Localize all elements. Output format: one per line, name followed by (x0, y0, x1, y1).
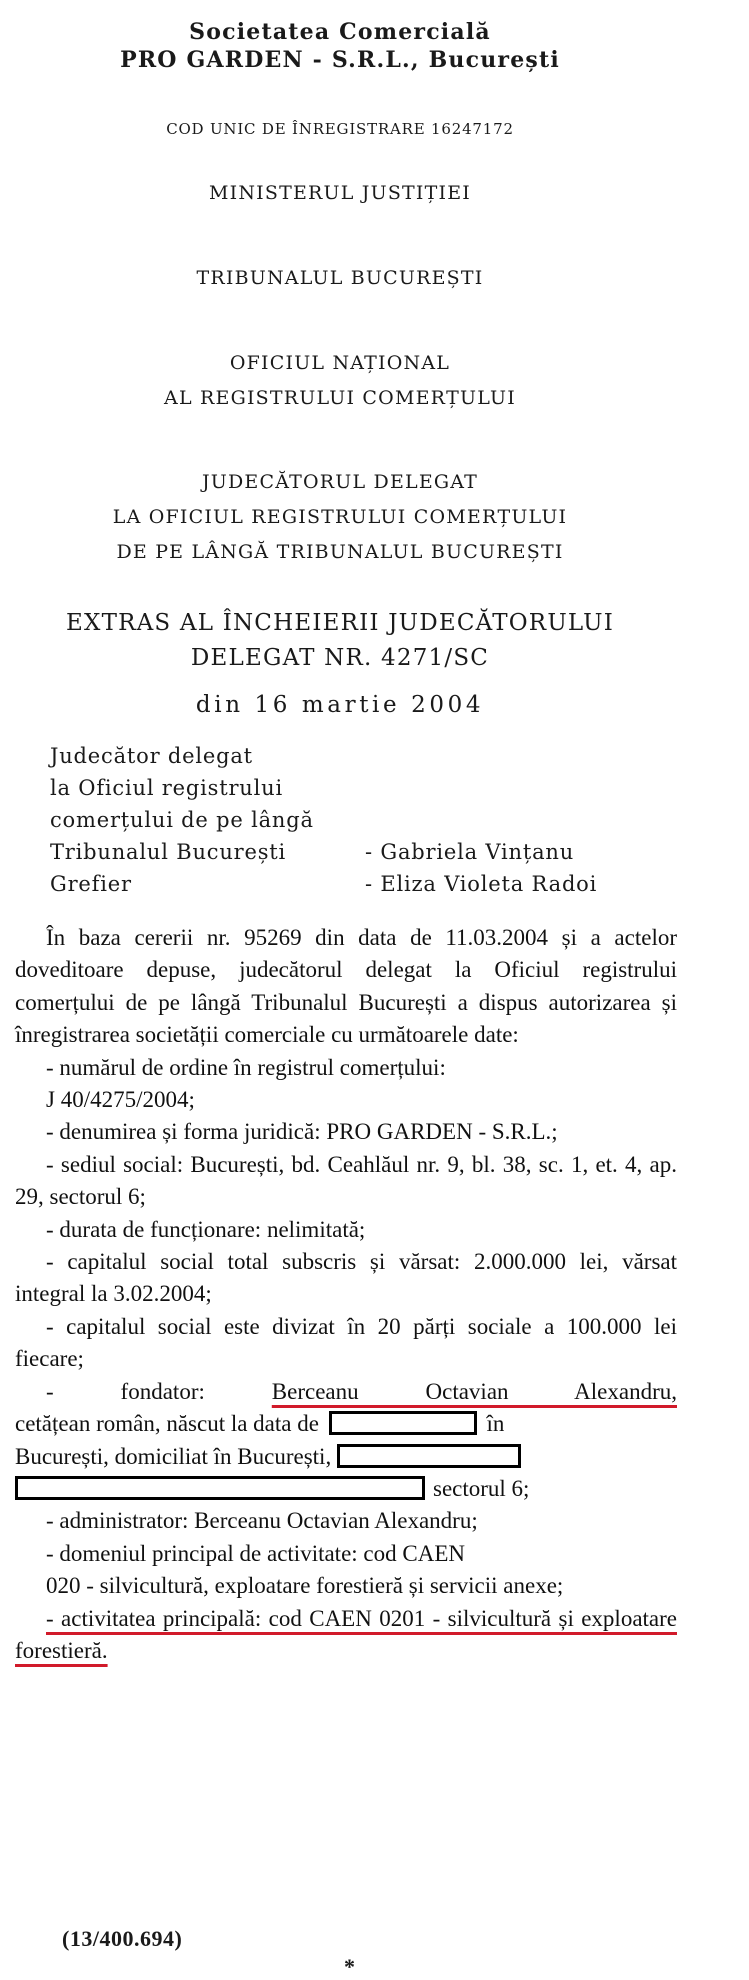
capital-total: - capitalul social total subscris și vărsat: 2.000.000 lei, vărsat integral la 3.02.2004; (15, 1249, 677, 1307)
ministry-line: MINISTERUL JUSTIȚIEI (208, 182, 471, 204)
founder-line (15, 1376, 677, 1408)
extract-body (15, 922, 677, 1667)
judge-heading-3: DE PE LÂNGĂ TRIBUNALUL BUCUREȘTI (116, 541, 564, 563)
duration: - durata de funcționare: nelimitată; (46, 1216, 366, 1242)
founder-nationality: cetățean român, născut la data de (15, 1411, 319, 1437)
clerk-name: - Eliza Violeta Radoi (365, 872, 598, 896)
officials-line-3: comerțului de pe lângă (50, 808, 314, 832)
extract-title-2: DELEGAT NR. 4271/SC (190, 645, 490, 671)
founder-sector: sectorul 6; (433, 1475, 530, 1501)
document-date: din 16 martie 2004 (195, 692, 485, 718)
registered-seat: - sediul social: București, bd. Ceahlăul nr. 9, bl. 38, sc. 1, et. 4, ap. 29, sectorul 6; (15, 1151, 677, 1210)
office-line-2: AL REGISTRULUI COMERȚULUI (164, 387, 516, 409)
company-line-1: Societatea Comercială (189, 19, 491, 45)
officials-line-2: la Oficiul registrului (50, 776, 283, 800)
judge-heading-2: LA OFICIUL REGISTRULUI COMERȚULUI (112, 506, 568, 528)
cui-line: COD UNIC DE ÎNREGISTRARE 16247172 (166, 120, 514, 138)
registry-number-label: - numărul de ordine în registrul comerțului: (46, 1054, 446, 1080)
main-activity-text: - activitatea principală: cod CAEN 0201 - silvicultură și exploatare forestieră. (15, 1605, 677, 1663)
founder-in: în (486, 1411, 505, 1437)
redacted-address-2 (15, 1476, 425, 1500)
main-domain-line-2: 020 - silvicultură, exploatare forestieră și servicii anexe; (46, 1573, 564, 1599)
registry-number-value: J 40/4275/2004; (46, 1087, 195, 1113)
founder-label: - fondator: (46, 1378, 205, 1404)
separator-star: * (344, 1954, 355, 1979)
publication-number: (13/400.694) (62, 1926, 183, 1951)
name-and-form: - denumirea și forma juridică: PRO GARDEN - S.R.L.; (46, 1119, 558, 1145)
founder-domicile: București, domiciliat în București, (15, 1443, 332, 1469)
officials-line-1: Judecător delegat (50, 744, 253, 768)
office-line-1: OFICIUL NAȚIONAL (229, 352, 451, 374)
officials-tribunal-label: Tribunalul București (50, 840, 287, 864)
judge-name: - Gabriela Vințanu (365, 840, 575, 864)
officials-block (50, 740, 598, 900)
extract-title-1: EXTRAS AL ÎNCHEIERII JUDECĂTORULUI (66, 610, 614, 636)
founder-birth-line (15, 1408, 677, 1440)
clerk-label: Grefier (50, 872, 132, 896)
intro-paragraph: În baza cererii nr. 95269 din data de 11.03.2004 și a actelor doveditoare depuse, judecătorul delegat la Oficiul registrului comerțului de pe lângă Tribunalul București a dispus autorizarea și înregistrarea societății comerciale cu următoarele date: (15, 925, 677, 1048)
capital-division: - capitalul social este divizat în 20 părți sociale a 100.000 lei fiecare; (15, 1313, 677, 1372)
officials-judge-row (50, 836, 575, 868)
founder-domicile-line (15, 1441, 677, 1473)
tribunal-line: TRIBUNALUL BUCUREȘTI (196, 267, 484, 289)
company-line-2: PRO GARDEN - S.R.L., București (120, 47, 560, 73)
officials-clerk-row (50, 868, 598, 900)
redacted-address-1 (337, 1444, 521, 1468)
main-domain-line-1: - domeniul principal de activitate: cod CAEN (46, 1540, 465, 1566)
redacted-birth-date (329, 1411, 477, 1435)
founder-address-line (15, 1473, 677, 1505)
administrator: - administrator: Berceanu Octavian Alexandru; (46, 1508, 478, 1534)
main-activity (15, 1603, 677, 1668)
judge-heading-1: JUDECĂTORUL DELEGAT (201, 471, 479, 493)
founder-name: Berceanu Octavian Alexandru, (271, 1378, 677, 1404)
